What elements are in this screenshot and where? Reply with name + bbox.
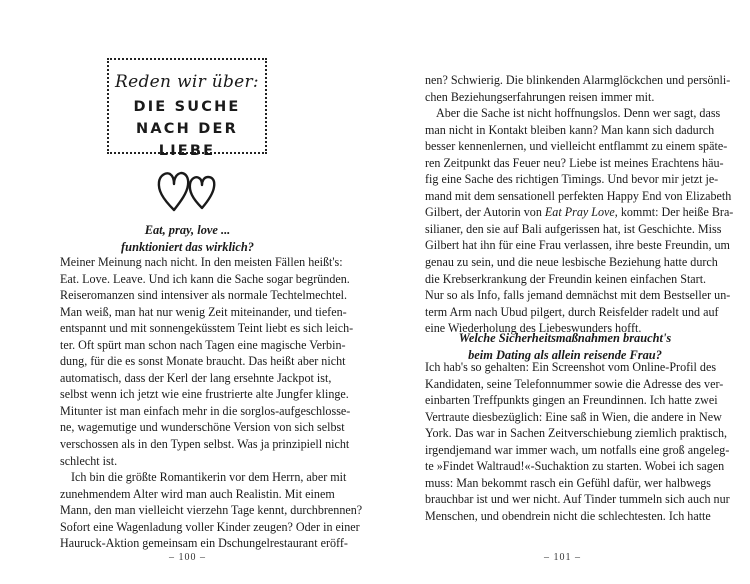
text-line: York. Das war in Sachen Zeitverschiebung ziemlich praktisch, — [425, 426, 728, 441]
text-line: mand mit dem sensationell perfekten Happy End von Elizabeth — [425, 188, 732, 203]
text-line: Nur so als Info, falls jemand demnächst mit dem Bestseller un- — [425, 288, 731, 303]
text-line: brauchbar ist und wer nicht. Auf Tinder tummeln sich auch nur — [425, 492, 730, 507]
text-line: fig eine Sache des richtigen Timings. Und bevor mir jetzt je- — [425, 172, 719, 187]
text-line: chen Beziehungserfahrungen reisen immer mit. — [425, 89, 655, 104]
text-line: Eat. Love. Leave. Und ich kann die Sache sogar begründen. — [60, 271, 350, 286]
section-heading-left — [0, 222, 375, 255]
hearts-icon — [156, 168, 220, 214]
text-line: muss: Man bekommt rasch ein Gefühl dafür, wer halbwegs — [425, 475, 711, 490]
text-line: selbst wenn ich jetzt wie eine frustrierte alte Jungfer klinge. — [60, 387, 349, 402]
text-line: automatisch, dass der Kerl der lang ersehnte Jackpot ist, — [60, 370, 332, 385]
text-line: besser kennenlernen, und vielleicht entflammt zu einem späte- — [425, 139, 728, 154]
chapter-title-script: Reden wir über: — [115, 72, 259, 92]
text-line: verschossen als in den Typen selbst. Was ja prinzipiell nicht — [60, 437, 350, 452]
text-line: Sofort eine Wagenladung voller Kinder zeugen? Oder in einer — [60, 519, 360, 534]
text-line: schlecht ist. — [60, 453, 118, 468]
text-line: Vertraute diesbezüglich: Eine saß in Wien, die andere in New — [425, 409, 722, 424]
text-line: ter. Oft spürt man schon nach Tagen eine magische Verbin- — [60, 337, 346, 352]
text-line: dung, für die es sonst Monate braucht. Das heißt aber nicht — [60, 354, 346, 369]
page-number-left: – 100 – — [169, 552, 206, 563]
text-line: eine Wiederholung des Liebeswunders hofft. — [425, 321, 642, 336]
text-line: Meiner Meinung nach nicht. In den meisten Fällen heißt's: — [60, 255, 343, 269]
text-line: Menschen, und obendrein nicht die schlechtesten. Ich hatte — [425, 508, 711, 523]
text-line: Ich bin die größte Romantikerin vor dem Herrn, aber mit — [71, 470, 347, 485]
right-page — [375, 0, 750, 584]
heading-line-1: Welche Sicherheitsmaßnahmen braucht's — [458, 331, 672, 345]
text-line: die Krebserkrankung der Freundin keinen einfachen Start. — [425, 271, 707, 286]
chapter-title-box — [107, 58, 267, 159]
text-line: zunehmendem Alter wird man auch Realistin. Mit einem — [60, 486, 335, 501]
heading-line-2: funktioniert das wirklich? — [121, 239, 254, 254]
text-line: ne, wagemutige und wunderschöne Version von sich selbst — [60, 420, 345, 435]
text-line: Reiseromanzen sind intensiver als normale Techtelmechtel. — [60, 288, 348, 303]
text-line: entspannt und mit sonnengeküsstem Teint liebt es sich leich- — [60, 321, 354, 336]
text-line: man nicht in Kontakt bleiben kann? Man kann sich dadurch — [425, 122, 715, 137]
text-line: Ich hab's so gehalten: Ein Screenshot vom Online-Profil des — [425, 360, 717, 374]
text-line: Man weiß, man hat nur wenig Zeit miteinander, und tiefen- — [60, 304, 347, 319]
text-line: genau zu sein, und die neue lesbische Beziehung hatte durch — [425, 255, 718, 270]
text-line: Mitunter ist man einfach mehr in die sorglos-aufgeschlosse- — [60, 403, 351, 418]
chapter-title-line-1: DIE SUCHE — [133, 99, 241, 115]
text-line: ren Zeitpunkt das Feuer neu? Liebe ist meines Erachtens häu- — [425, 155, 724, 170]
text-line: Aber die Sache ist nicht hoffnungslos. Denn wer sagt, dass — [436, 106, 721, 121]
text-line: einbarten Treffpunkts gingen an Freundinnen. Ich hatte zwei — [425, 393, 718, 408]
page-number-right: – 101 – — [544, 552, 581, 563]
body-text-left — [60, 254, 363, 552]
heading-line-2: beim Dating als allein reisende Frau? — [468, 347, 662, 362]
text-line: Mann, den man vielleicht vierzehn Tage kennt, durchbrennen? — [60, 503, 363, 518]
text-line: silianer, den sie auf Bali aufgerissen hat, ist Geschichte. Miss — [425, 221, 722, 236]
text-line: Gilbert, der Autorin von Eat Pray Love, kommt: Der heiße Bra- — [425, 205, 734, 220]
text-line: irgendjemand war immer wach, um notfalls eine groß angeleg- — [425, 442, 730, 457]
body-text-right-1 — [425, 72, 734, 337]
heading-line-1: Eat, pray, love ... — [144, 223, 231, 237]
chapter-title-line-2: NACH DER LIEBE — [136, 121, 238, 159]
text-line: Gilbert hat ihn für eine Frau verlassen, ihre beste Freundin, um — [425, 238, 730, 253]
text-line: nen? Schwierig. Die blinkenden Alarmglöckchen und persönli- — [425, 73, 731, 87]
body-text-right-2 — [425, 359, 730, 524]
text-line: Hauruck-Aktion gemeinsam ein Dschungelrestaurant eröff- — [60, 536, 348, 551]
text-line: Kandidaten, seine Telefonnummer sowie die Adresse des ver- — [425, 376, 724, 391]
text-line: term Arm nach Ubud pilgert, durch Reisfelder radelt und auf — [425, 304, 719, 319]
text-line: te »Findet Waltraud!«-Suchaktion zu starten. Wobei ich sagen — [425, 459, 725, 474]
